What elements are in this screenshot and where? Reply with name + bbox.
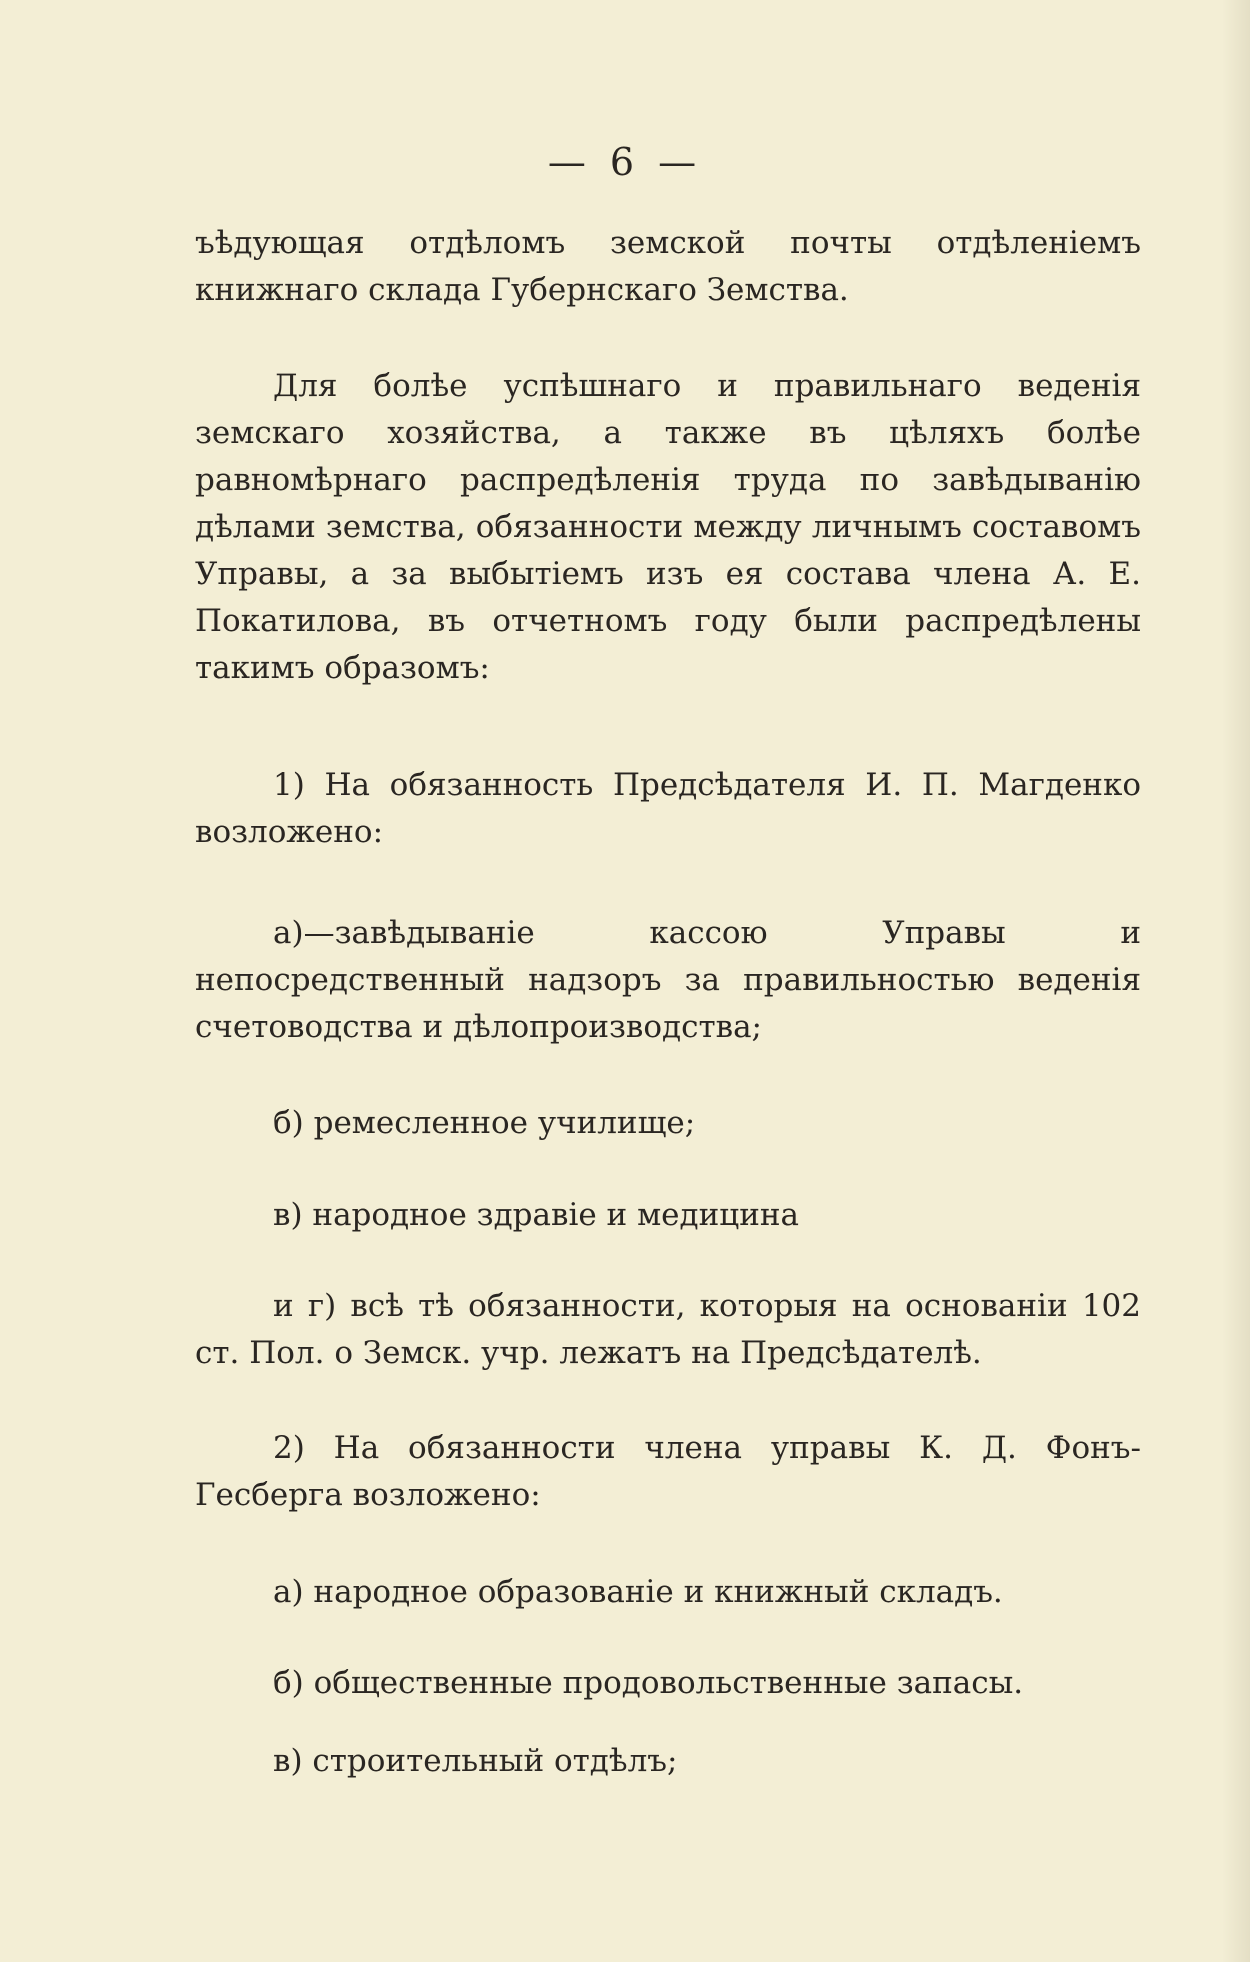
- paragraph-continuation: ъѣдующая отдѣломъ земской почты отдѣленіемъ книжнаго склада Губернскаго Земства.: [195, 225, 1141, 308]
- list-item-construction: в) строительный отдѣлъ;: [273, 1743, 678, 1779]
- paragraph-member-duties: 2) На обязанности члена управы К. Д. Фонъ-Гесберга возложено:: [195, 1430, 1141, 1513]
- list-item-cash-supervision: а)—завѣдываніе кассою Управы и непосредственный надзоръ за правильностью веденія счетоводства и дѣлопроизводства;: [195, 915, 1141, 1045]
- page-edge-shadow: [1222, 0, 1250, 1962]
- list-item-food-reserves: б) общественные продовольственные запасы.: [273, 1665, 1024, 1701]
- list-item-public-health: в) народное здравіе и медицина: [273, 1197, 800, 1233]
- list-item-other-duties: и г) всѣ тѣ обязанности, которыя на основаніи 102 ст. Пол. о Земск. учр. лежатъ на Предсѣдателѣ.: [195, 1288, 1141, 1371]
- list-item-craft-school: б) ремесленное училище;: [273, 1105, 696, 1141]
- page-number: — 6 —: [547, 140, 703, 184]
- paragraph-intro: Для болѣе успѣшнаго и правильнаго веденія земскаго хозяйства, а также въ цѣляхъ болѣе равномѣрнаго распредѣленія труда по завѣдыванію дѣлами земства, обязанности между личнымъ составомъ Управы, а за выбытіемъ изъ ея состава члена А. Е. Покатилова, въ отчетномъ году были распредѣлены такимъ образомъ:: [195, 368, 1141, 686]
- paragraph-chairman-duties: 1) На обязанность Предсѣдателя И. П. Магденко возложено:: [195, 767, 1141, 850]
- list-item-education: а) народное образованіе и книжный складъ.: [273, 1574, 1003, 1610]
